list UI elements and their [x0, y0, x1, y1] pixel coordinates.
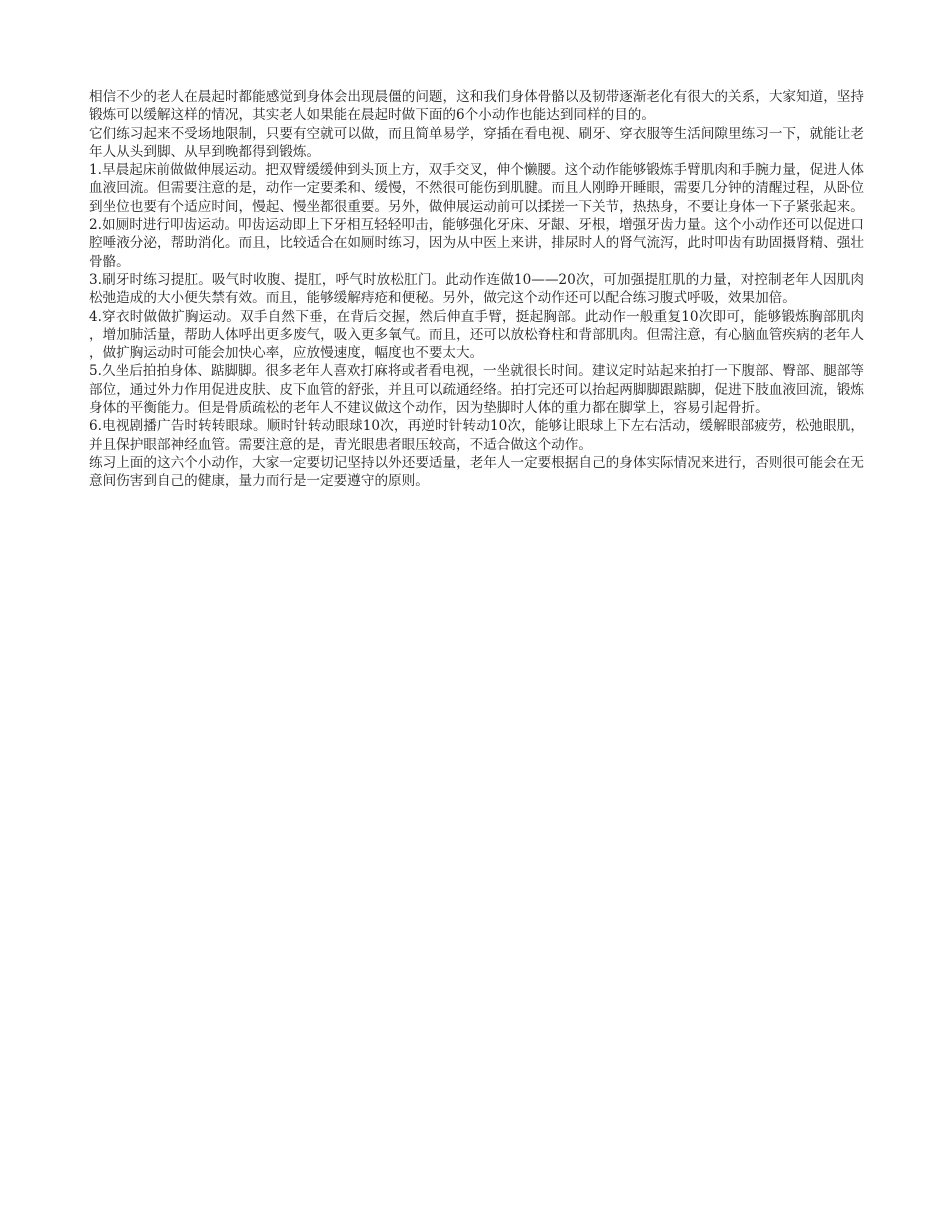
conclusion-paragraph: 练习上面的这六个小动作，大家一定要切记坚持以外还要适量，老年人一定要根据自己的身体实际情况来进行，否则很可能会在无意间伤害到自己的健康，量力而行是一定要遵守的原则。 [89, 454, 864, 490]
document-body [89, 88, 864, 491]
tip-chest-expansion-paragraph: 4.穿衣时做做扩胸运动。双手自然下垂，在背后交握，然后伸直手臂，挺起胸部。此动作一般重复10次即可，能够锻炼胸部肌肉，增加肺活量，帮助人体呼出更多废气，吸入更多氧气。而且，还可以放松脊柱和背部肌肉。但需注意，有心脑血管疾病的老年人，做扩胸运动时可能会加快心率，应放慢速度，幅度也不要太大。 [89, 308, 864, 362]
intro-paragraph-2: 它们练习起来不受场地限制，只要有空就可以做，而且简单易学，穿插在看电视、刷牙、穿衣服等生活间隙里练习一下，就能让老年人从头到脚、从早到晚都得到锻炼。 [89, 125, 864, 160]
tip-eye-rolling-paragraph: 6.电视剧播广告时转转眼球。顺时针转动眼球10次，再逆时针转动10次，能够让眼球上下左右活动，缓解眼部疲劳，松弛眼肌，并且保护眼部神经血管。需要注意的是，青光眼患者眼压较高，不适合做这个动作。 [89, 418, 864, 453]
tip-patting-tiptoe-paragraph: 5.久坐后拍拍身体、踮脚脚。很多老年人喜欢打麻将或者看电视，一坐就很长时间。建议定时站起来拍打一下腹部、臀部、腿部等部位，通过外力作用促进皮肤、皮下血管的舒张，并且可以疏通经络。拍打完还可以抬起两脚脚跟踮脚，促进下肢血液回流，锻炼身体的平衡能力。但是骨质疏松的老年人不建议做这个动作，因为垫脚时人体的重力都在脚掌上，容易引起骨折。 [89, 363, 864, 417]
tip-anal-lift-paragraph: 3.刷牙时练习提肛。吸气时收腹、提肛，呼气时放松肛门。此动作连做10——20次，可加强提肛肌的力量，对控制老年人因肌肉松弛造成的大小便失禁有效。而且，能够缓解痔疮和便秘。另外，做完这个动作还可以配合练习腹式呼吸，效果加倍。 [89, 271, 864, 307]
intro-paragraph: 相信不少的老人在晨起时都能感觉到身体会出现晨僵的问题，这和我们身体骨骼以及韧带逐渐老化有很大的关系，大家知道，坚持锻炼可以缓解这样的情况，其实老人如果能在晨起时做下面的6个小动作也能达到同样的目的。 [89, 89, 864, 124]
tip-stretch-paragraph: 1.早晨起床前做做伸展运动。把双臂缓缓伸到头顶上方，双手交叉，伸个懒腰。这个动作能够锻炼手臂肌肉和手腕力量，促进人体血液回流。但需要注意的是，动作一定要柔和、缓慢，不然很可能伤到肌腱。而且人刚睁开睡眼，需要几分钟的清醒过程，从卧位到坐位也要有个适应时间，慢起、慢坐都很重要。另外，做伸展运动前可以揉搓一下关节，热热身，不要让身体一下子紧张起来。 [89, 162, 864, 215]
tip-teeth-tapping-paragraph: 2.如厕时进行叩齿运动。叩齿运动即上下牙相互轻轻叩击，能够强化牙床、牙龈、牙根，增强牙齿力量。这个小动作还可以促进口腔唾液分泌，帮助消化。而且，比较适合在如厕时练习，因为从中医上来讲，排尿时人的肾气流泻，此时叩齿有助固摄肾精、强壮骨骼。 [89, 217, 864, 270]
